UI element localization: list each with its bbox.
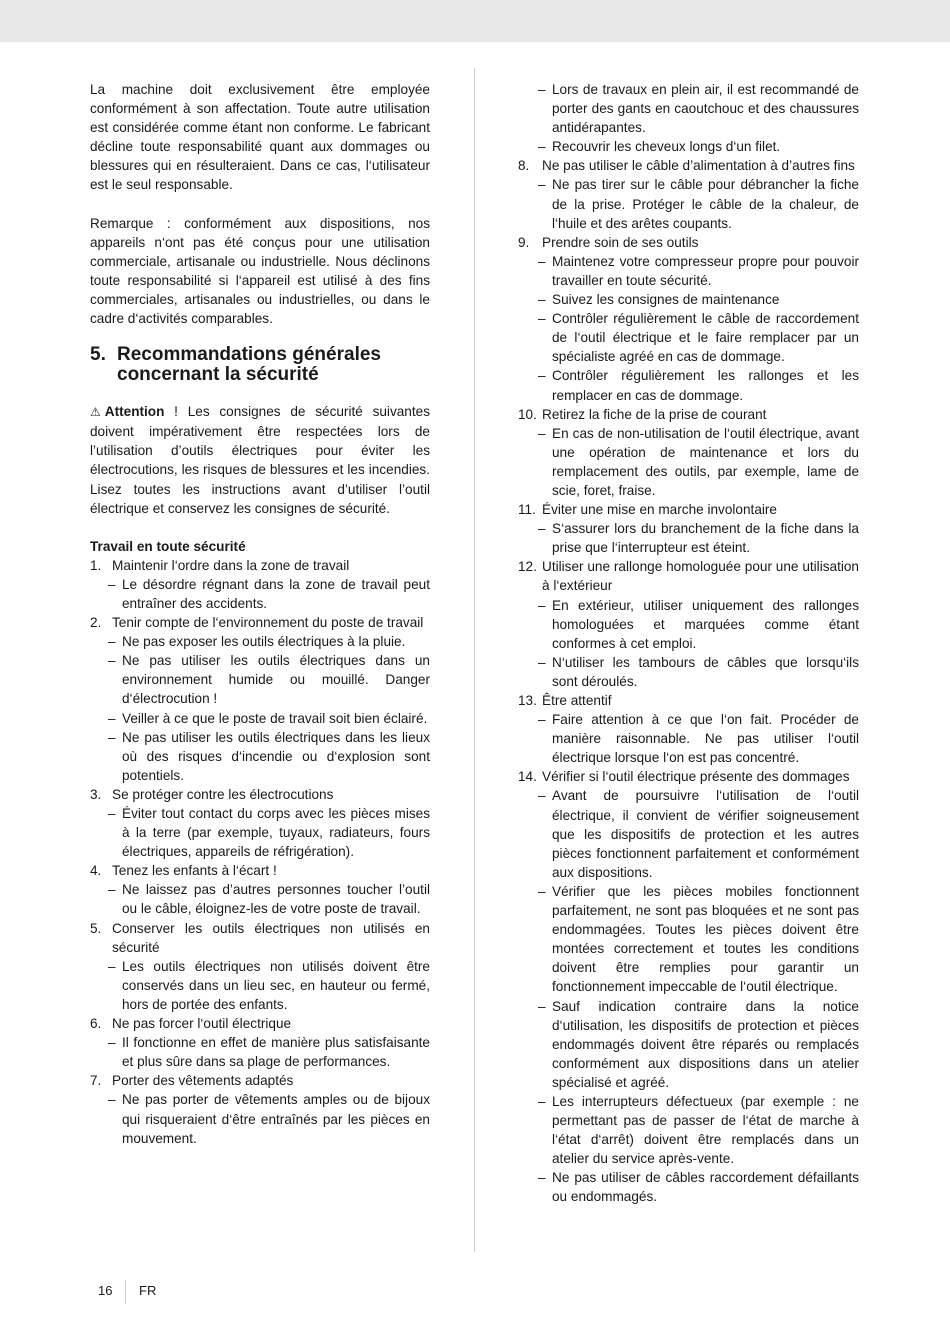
numbered-item	[518, 767, 859, 786]
bullet-text: Ne laissez pas d’autres personnes toucher l’outil ou le câble, éloignez-les de votre poste de travail.	[122, 882, 430, 917]
bullet-item	[90, 1090, 430, 1147]
bullet-text: Recouvrir les cheveux longs d‘un filet.	[552, 139, 781, 155]
bullet-text: Contrôler régulièrement le câble de raccordement de l‘outil électrique et le faire remplacer par un spécialiste agréé en cas de dommage.	[552, 311, 859, 365]
dash-marker: –	[108, 729, 116, 745]
dash-marker: –	[108, 653, 116, 669]
bullet-item	[90, 957, 430, 1014]
dash-marker: –	[108, 634, 116, 650]
bullet-text: En cas de non-utilisation de l‘outil électrique, avant une opération de maintenance et lors du remplacement des outils, par exemple, lame de scie, foret, fraise.	[552, 425, 859, 498]
item-text: Tenir compte de l‘environnement du poste de travail	[112, 615, 424, 631]
item-text: Retirez la fiche de la prise de courant	[542, 406, 767, 422]
top-bar	[0, 0, 950, 42]
item-number: 4.	[90, 863, 102, 879]
bullet-text: S‘assurer lors du branchement de la fiche dans la prise que l‘interrupteur est éteint.	[552, 521, 859, 556]
bullet-text: Faire attention à ce que l‘on fait. Procéder de manière raisonnable. Ne pas utiliser l‘outil électrique lorsque l‘on est pas concentré.	[552, 712, 859, 766]
section-number: 5.	[90, 344, 106, 366]
item-text: Se protéger contre les électrocutions	[112, 786, 334, 802]
numbered-item	[518, 233, 859, 252]
warning-triangle-icon: ⚠	[90, 405, 101, 420]
dash-marker: –	[538, 998, 546, 1014]
language-code: FR	[139, 1283, 157, 1298]
dash-marker: –	[538, 292, 546, 308]
dash-marker: –	[108, 576, 116, 592]
bullet-item	[90, 632, 430, 651]
bullet-text: Ne pas porter de vêtements amples ou de bijoux qui risqueraient d‘être entraînés par les pièces en mouvement.	[122, 1092, 430, 1146]
continued-bullets	[518, 80, 859, 156]
section-heading	[90, 345, 430, 385]
dash-marker: –	[108, 806, 116, 821]
bullet-item	[518, 309, 859, 366]
safety-list-left	[90, 556, 430, 1148]
left-column	[90, 80, 430, 1148]
item-number: 13.	[518, 693, 537, 708]
dash-marker: –	[108, 710, 116, 726]
dash-marker: –	[538, 712, 546, 728]
item-text: Tenez les enfants à l‘écart !	[112, 863, 277, 879]
item-text: Utiliser une rallonge homologuée pour une utilisation à l‘extérieur	[542, 559, 859, 594]
numbered-item	[90, 861, 430, 880]
item-number: 11.	[518, 502, 536, 518]
bullet-text: Suivez les consignes de maintenance	[552, 292, 780, 308]
dash-marker: –	[538, 788, 546, 804]
bullet-item	[518, 175, 859, 232]
item-text: Maintenir l‘ordre dans la zone de travail	[112, 557, 350, 573]
numbered-item	[518, 691, 859, 710]
bullet-text: Avant de poursuivre l‘utilisation de l‘outil électrique, il convient de vérifier soigneusement que les dispositifs de protection et les autres pièces fonctionnent parfaitement et conformément aux dispositions.	[552, 788, 859, 880]
bullet-item	[518, 80, 859, 137]
numbered-item	[90, 1071, 430, 1090]
bullet-item	[518, 137, 859, 156]
dash-marker: –	[538, 253, 546, 269]
warning-paragraph	[90, 402, 430, 518]
numbered-item	[518, 557, 859, 595]
dash-marker: –	[538, 883, 546, 899]
bullet-text: Ne pas exposer les outils électriques à la pluie.	[122, 634, 406, 650]
dash-marker: –	[538, 521, 546, 537]
item-number: 10.	[518, 406, 537, 422]
intended-use-paragraph: La machine doit exclusivement être employée conformément à son affectation. Toute autre utilisation est considérée comme étant non conforme. Le fabricant décline toute responsabilité quant aux dommages ou blessures qui en résulteraient. Dans ce cas, l‘utilisateur est le seul responsable.	[90, 82, 430, 193]
bullet-text: Ne pas utiliser de câbles raccordement défaillants ou endommagés.	[552, 1170, 859, 1205]
bullet-text: Les outils électriques non utilisés doivent être conservés dans un lieu sec, en hauteur ou fermé, hors de portée des enfants.	[122, 958, 430, 1012]
bullet-item	[518, 1092, 859, 1168]
bullet-item	[518, 1168, 859, 1206]
warning-text: ! Les consignes de sécurité suivantes doivent impérativement être respectées lors de l’utilisation d’outils électriques pour éviter les électrocutions, les risques de blessures et les incendies. Lisez toutes les instructions avant d’utiliser l’outil électrique et conservez les consignes de sécurité.	[90, 404, 430, 516]
bullet-text: Ne pas utiliser les outils électriques dans un environnement humide ou mouillé. Danger d‘électrocution !	[122, 653, 430, 707]
item-text: Conserver les outils électriques non utilisés en sécurité	[112, 920, 430, 955]
bullet-item	[90, 880, 430, 918]
bullet-item	[518, 882, 859, 997]
section-title: Recommandations générales concernant la sécurité	[117, 344, 381, 386]
item-text: Éviter une mise en marche involontaire	[542, 502, 777, 518]
dash-marker: –	[538, 425, 546, 441]
item-text: Prendre soin de ses outils	[542, 234, 699, 250]
dash-marker: –	[538, 1170, 546, 1186]
bullet-item	[518, 997, 859, 1092]
dash-marker: –	[538, 1093, 546, 1109]
bullet-item	[518, 596, 859, 653]
column-divider	[474, 68, 475, 1252]
bullet-text: Contrôler régulièrement les rallonges et les remplacer en cas de dommage.	[552, 368, 859, 403]
item-number: 9.	[518, 234, 530, 250]
bullet-text: Éviter tout contact du corps avec les pièces mises à la terre (par exemple, tuyaux, radiateurs, fours électriques, appareils de réfrigération).	[122, 806, 430, 860]
safety-list-right	[518, 156, 859, 1206]
bullet-item	[518, 252, 859, 290]
bullet-text: Sauf indication contraire dans la notice d‘utilisation, les dispositifs de protection et pièces endommagés doivent être réparés ou remplacés conformément aux dispositions dans un atelier spécialisé et agréé.	[552, 998, 859, 1090]
bullet-text: Les interrupteurs défectueux (par exemple : ne permettant pas de passer de l‘état de marche à l‘état d‘arrêt) doivent être remplacés dans un atelier du service après-vente.	[552, 1093, 859, 1167]
dash-marker: –	[108, 1035, 116, 1051]
numbered-item	[518, 405, 859, 424]
bullet-item	[90, 728, 430, 785]
bullet-item	[518, 653, 859, 691]
numbered-item	[90, 919, 430, 957]
numbered-item	[518, 156, 859, 175]
dash-marker: –	[108, 882, 116, 898]
dash-marker: –	[538, 597, 546, 613]
dash-marker: –	[538, 368, 546, 384]
numbered-item	[90, 785, 430, 804]
bullet-text: Ne pas utiliser les outils électriques dans les lieux où des risques d‘incendie ou d‘explosion sont potentiels.	[122, 729, 430, 783]
item-text: Porter des vêtements adaptés	[112, 1073, 294, 1089]
bullet-item	[518, 366, 859, 404]
item-text: Être attentif	[542, 693, 612, 708]
bullet-text: Vérifier que les pièces mobiles fonctionnent parfaitement, ne sont pas bloquées et ne sont pas endommagées. Toutes les pièces doivent être montées correctement et toutes les conditions doivent être remplies pour garantir un fonctionnement impeccable de l‘outil électrique.	[552, 883, 859, 995]
dash-marker: –	[538, 654, 546, 670]
remark-paragraph: Remarque : conformément aux dispositions, nos appareils n‘ont pas été conçus pour une utilisation commerciale, artisanale ou industrielle. Nous déclinons toute responsabilité si l‘appareil est utilisé à des fins commerciales, artisanales ou industrielles, ou dans le cadre d‘activités comparables.	[90, 215, 430, 327]
bullet-item	[90, 651, 430, 708]
bullet-text: Ne pas tirer sur le câble pour débrancher la fiche de la prise. Protéger le câble de la chaleur, de l‘huile et des arêtes coupants.	[552, 177, 859, 231]
item-number: 7.	[90, 1073, 102, 1089]
item-number: 12.	[518, 559, 537, 575]
item-number: 14.	[518, 769, 537, 785]
dash-marker: –	[538, 177, 546, 193]
footer-divider	[125, 1280, 126, 1304]
bullet-text: Veiller à ce que le poste de travail soit bien éclairé.	[122, 710, 428, 726]
item-text: Vérifier si l‘outil électrique présente des dommages	[542, 769, 850, 785]
bullet-text: Lors de travaux en plein air, il est recommandé de porter des gants en caoutchouc et des chaussures antidérapantes.	[552, 82, 859, 136]
item-number: 1.	[90, 557, 102, 573]
bullet-item	[518, 424, 859, 500]
bullet-item	[518, 710, 859, 767]
item-text: Ne pas forcer l‘outil électrique	[112, 1016, 292, 1032]
item-number: 8.	[518, 158, 530, 174]
numbered-item	[90, 556, 430, 575]
numbered-item	[518, 500, 859, 519]
item-text: Ne pas utiliser le câble d’alimentation à d’autres fins	[542, 158, 855, 174]
dash-marker: –	[538, 139, 546, 155]
dash-marker: –	[108, 1092, 116, 1108]
numbered-item	[90, 1014, 430, 1033]
item-number: 3.	[90, 786, 102, 802]
numbered-item	[90, 613, 430, 632]
subheading: Travail en toute sécurité	[90, 538, 246, 554]
dash-marker: –	[538, 311, 546, 327]
item-number: 6.	[90, 1016, 102, 1032]
bullet-item	[90, 804, 430, 861]
item-number: 2.	[90, 615, 102, 631]
bullet-item	[518, 519, 859, 557]
page-number: 16	[98, 1283, 113, 1298]
warning-label: Attention	[104, 404, 165, 420]
bullet-item	[90, 709, 430, 728]
right-column	[518, 80, 859, 1207]
bullet-item	[90, 575, 430, 613]
bullet-text: Le désordre régnant dans la zone de travail peut entraîner des accidents.	[122, 576, 430, 611]
bullet-text: Maintenez votre compresseur propre pour pouvoir travailler en toute sécurité.	[552, 253, 859, 288]
item-number: 5.	[90, 920, 102, 936]
dash-marker: –	[108, 958, 116, 974]
bullet-text: N‘utiliser les tambours de câbles que lorsqu‘ils sont déroulés.	[552, 654, 859, 689]
dash-marker: –	[538, 82, 546, 97]
bullet-text: En extérieur, utiliser uniquement des rallonges homologuées et marquées comme étant conformes à cet emploi.	[552, 597, 859, 651]
bullet-item	[518, 786, 859, 881]
bullet-item	[518, 290, 859, 309]
bullet-text: Il fonctionne en effet de manière plus satisfaisante et plus sûre dans sa plage de performances.	[122, 1035, 430, 1070]
bullet-item	[90, 1033, 430, 1071]
